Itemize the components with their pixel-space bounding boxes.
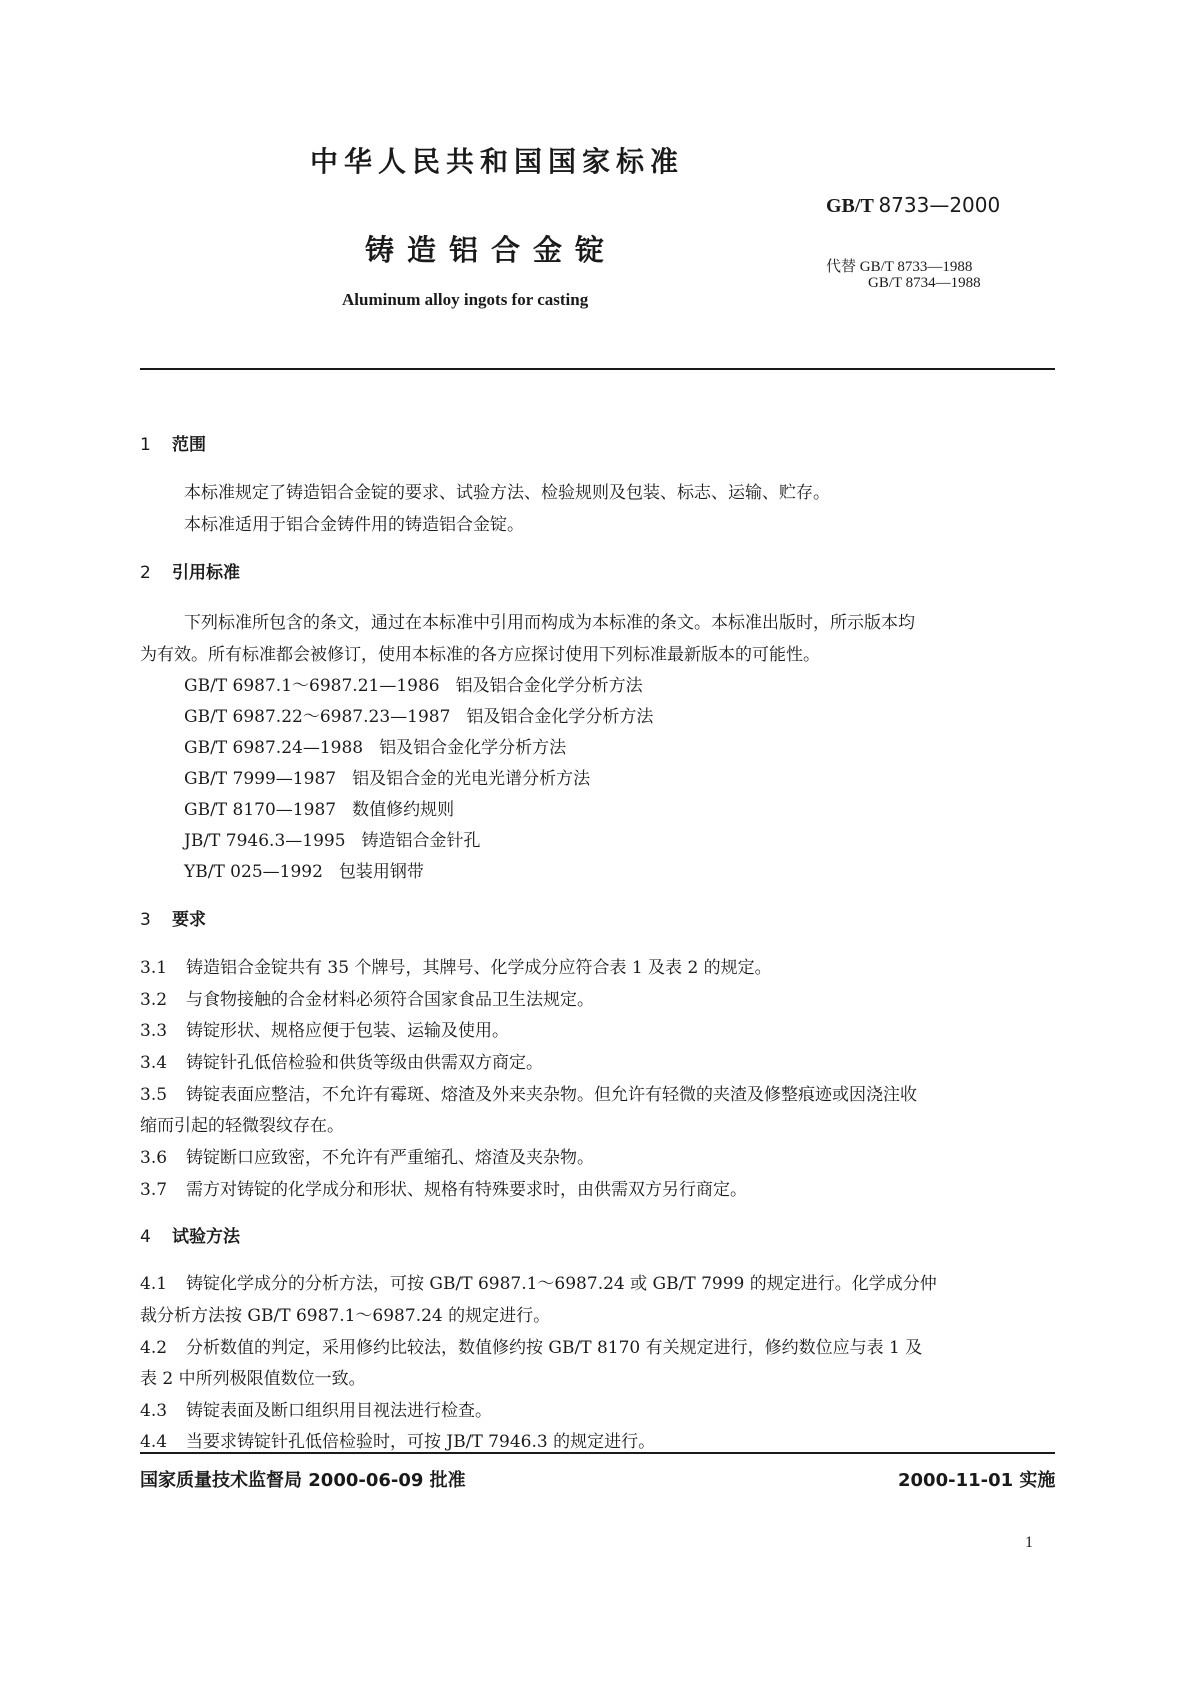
reference-code: GB/T 6987.1～6987.21—1986 <box>184 676 440 696</box>
section-number: 4 <box>140 1227 151 1247</box>
clause-text: 铸锭化学成分的分析方法，可按 GB/T 6987.1～6987.24 或 GB/T 7999 的规定进行。化学成分仲 <box>186 1274 937 1294</box>
clause-number: 3.3 <box>140 1021 168 1041</box>
clause-number: 4.2 <box>140 1338 168 1358</box>
clause-number: 3.4 <box>140 1053 168 1073</box>
section-title: 范围 <box>172 435 206 455</box>
clause-3-4 <box>140 1048 543 1073</box>
reference-code: GB/T 6987.22～6987.23—1987 <box>184 707 451 727</box>
clause-number: 4.4 <box>140 1432 168 1452</box>
header-divider <box>140 368 1055 370</box>
clause-text: 铸造铝合金锭共有 35 个牌号，其牌号、化学成分应符合表 1 及表 2 的规定。 <box>186 958 772 978</box>
clause-3-3 <box>140 1016 509 1041</box>
section-number: 3 <box>140 910 151 930</box>
english-title: Aluminum alloy ingots for casting <box>342 290 589 309</box>
reference-item <box>184 857 424 882</box>
clause-number: 4.3 <box>140 1401 168 1421</box>
standard-number <box>826 193 1000 218</box>
clause-4-4 <box>140 1427 655 1452</box>
clause-text: 铸锭形状、规格应便于包装、运输及使用。 <box>186 1021 509 1041</box>
clause-number: 3.2 <box>140 990 168 1010</box>
clause-number: 3.6 <box>140 1148 168 1168</box>
section-4-heading <box>140 1222 240 1247</box>
reference-item <box>184 702 653 727</box>
reference-item <box>184 764 590 789</box>
clause-text: 与食物接触的合金材料必须符合国家食品卫生法规定。 <box>186 990 594 1010</box>
clause-number: 3.5 <box>140 1085 168 1105</box>
standard-prefix: GB/T <box>826 195 874 217</box>
reference-title: 铝及铝合金的光电光谱分析方法 <box>352 769 591 789</box>
approval-line: 国家质量技术监督局 2000-06-09 批准 <box>140 1470 466 1491</box>
reference-code: GB/T 8170—1987 <box>184 800 337 820</box>
section-title: 试验方法 <box>172 1227 240 1247</box>
clause-3-5-continued: 缩而引起的轻微裂纹存在。 <box>140 1116 344 1136</box>
clause-number: 3.1 <box>140 958 168 978</box>
section-2-intro-line-2: 为有效。所有标准都会被修订，使用本标准的各方应探讨使用下列标准最新版本的可能性。 <box>140 645 820 665</box>
section-number: 2 <box>140 563 151 583</box>
clause-4-3 <box>140 1396 492 1421</box>
clause-4-2-continued: 表 2 中所列极限值数位一致。 <box>140 1369 366 1389</box>
section-1-paragraph-1: 本标准规定了铸造铝合金锭的要求、试验方法、检验规则及包装、标志、运输、贮存。 <box>184 483 830 503</box>
section-title: 引用标准 <box>172 563 240 583</box>
page-number: 1 <box>1025 1534 1033 1551</box>
clause-text: 当要求铸锭针孔低倍检验时，可按 JB/T 7946.3 的规定进行。 <box>186 1432 656 1452</box>
clause-number: 3.7 <box>140 1180 168 1200</box>
reference-title: 铝及铝合金化学分析方法 <box>455 676 643 696</box>
reference-code: GB/T 7999—1987 <box>184 769 337 789</box>
clause-3-2 <box>140 985 594 1010</box>
section-2-intro-line-1: 下列标准所包含的条文，通过在本标准中引用而构成为本标准的条文。本标准出版时，所示版本均 <box>184 613 915 633</box>
national-standard-title: 中华人民共和国国家标准 <box>310 145 685 178</box>
reference-code: JB/T 7946.3—1995 <box>184 831 346 851</box>
reference-title: 铝及铝合金化学分析方法 <box>379 738 567 758</box>
section-number: 1 <box>140 435 151 455</box>
reference-item <box>184 795 454 820</box>
clause-3-6 <box>140 1143 594 1168</box>
section-2-heading <box>140 558 240 583</box>
reference-code: GB/T 6987.24—1988 <box>184 738 364 758</box>
clause-3-5 <box>140 1080 917 1105</box>
section-3-heading <box>140 905 206 930</box>
section-1-paragraph-2: 本标准适用于铝合金铸件用的铸造铝合金锭。 <box>184 515 524 535</box>
clause-4-1-continued: 裁分析方法按 GB/T 6987.1～6987.24 的规定进行。 <box>140 1306 551 1326</box>
clause-3-7 <box>140 1175 747 1200</box>
reference-item <box>184 826 481 851</box>
reference-title: 铝及铝合金化学分析方法 <box>466 707 654 727</box>
clause-number: 4.1 <box>140 1274 168 1294</box>
reference-title: 铸造铝合金针孔 <box>361 831 481 851</box>
section-title: 要求 <box>172 910 206 930</box>
footer-divider <box>140 1452 1055 1454</box>
replaces-line-1: 代替 GB/T 8733—1988 <box>826 259 973 275</box>
clause-text: 铸锭针孔低倍检验和供货等级由供需双方商定。 <box>186 1053 543 1073</box>
clause-4-1 <box>140 1269 937 1294</box>
clause-text: 分析数值的判定，采用修约比较法，数值修约按 GB/T 8170 有关规定进行，修约数位应与表 1 及 <box>186 1338 923 1358</box>
clause-text: 铸锭表面应整洁，不允许有霉斑、熔渣及外来夹杂物。但允许有轻微的夹渣及修整痕迹或因浇注收 <box>186 1085 917 1105</box>
clause-text: 铸锭表面及断口组织用目视法进行检查。 <box>186 1401 492 1421</box>
effective-date-line: 2000-11-01 实施 <box>898 1470 1056 1491</box>
chinese-title: 铸造铝合金锭 <box>365 233 618 267</box>
clause-text: 需方对铸锭的化学成分和形状、规格有特殊要求时，由供需双方另行商定。 <box>186 1180 747 1200</box>
clause-3-1 <box>140 953 772 978</box>
clause-4-2 <box>140 1333 922 1358</box>
clause-text: 铸锭断口应致密，不允许有严重缩孔、熔渣及夹杂物。 <box>186 1148 594 1168</box>
section-1-heading <box>140 430 206 455</box>
reference-item <box>184 733 566 758</box>
reference-title: 数值修约规则 <box>352 800 455 820</box>
replaces-line-2: GB/T 8734—1988 <box>868 275 981 291</box>
reference-item <box>184 671 643 696</box>
reference-title: 包装用钢带 <box>338 862 424 882</box>
reference-code: YB/T 025—1992 <box>184 862 323 882</box>
standard-code: 8733—2000 <box>878 193 1001 217</box>
